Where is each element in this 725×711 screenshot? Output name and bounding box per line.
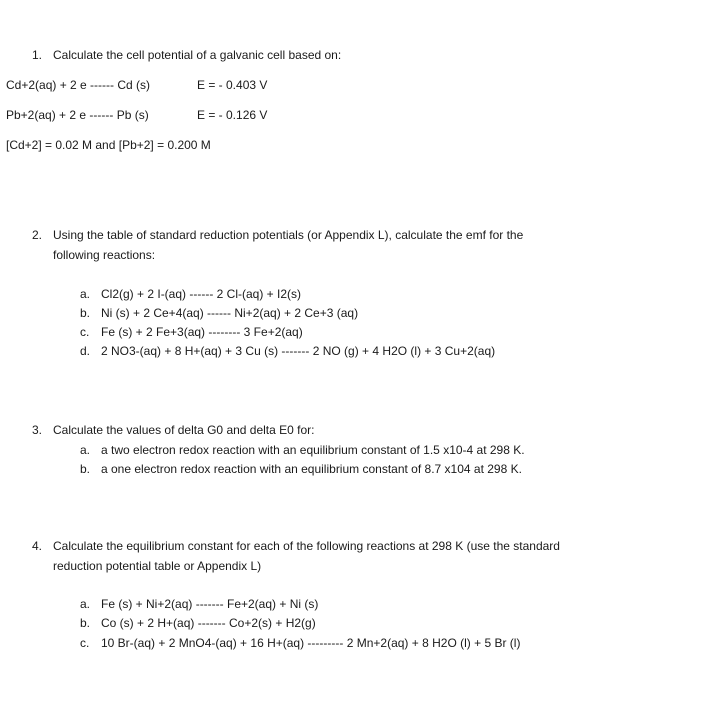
q4-text-line-2: reduction potential table or Appendix L) xyxy=(53,559,262,573)
q3-item-a-label: a. xyxy=(80,443,91,457)
q2-item-a: Cl2(g) + 2 I-(aq) ------ 2 Cl-(aq) + I2(s) xyxy=(101,287,302,301)
q4-item-b-label: b. xyxy=(80,616,91,630)
q2-number: 2. xyxy=(32,228,43,242)
q1-reaction-1: Cd+2(aq) + 2 e ------ Cd (s) xyxy=(6,78,151,92)
q4-item-c: 10 Br-(aq) + 2 MnO4-(aq) + 16 H+(aq) --------- 2 Mn+2(aq) + 8 H2O (l) + 5 Br (l) xyxy=(101,636,521,650)
q1-number: 1. xyxy=(32,48,43,62)
q3-item-a: a two electron redox reaction with an equilibrium constant of 1.5 x10-4 at 298 K. xyxy=(101,443,525,457)
q4-item-a-label: a. xyxy=(80,597,91,611)
q4-text-line-1: Calculate the equilibrium constant for each of the following reactions at 298 K (use the standard xyxy=(53,539,560,553)
q2-item-b-label: b. xyxy=(80,306,91,320)
q1-potential-1: E = - 0.403 V xyxy=(197,78,268,92)
q2-item-b: Ni (s) + 2 Ce+4(aq) ------ Ni+2(aq) + 2 Ce+3 (aq) xyxy=(101,306,359,320)
q2-item-a-label: a. xyxy=(80,287,91,301)
q4-item-c-label: c. xyxy=(80,636,90,650)
q3-item-b-label: b. xyxy=(80,462,91,476)
q3-text: Calculate the values of delta G0 and delta E0 for: xyxy=(53,423,315,437)
q4-item-a: Fe (s) + Ni+2(aq) ------- Fe+2(aq) + Ni (s) xyxy=(101,597,319,611)
q4-number: 4. xyxy=(32,539,43,553)
q1-potential-2: E = - 0.126 V xyxy=(197,108,268,122)
q2-item-c-label: c. xyxy=(80,325,90,339)
q3-item-b: a one electron redox reaction with an equilibrium constant of 8.7 x104 at 298 K. xyxy=(101,462,522,476)
q2-text-line-2: following reactions: xyxy=(53,248,156,262)
q3-number: 3. xyxy=(32,423,43,437)
q2-item-d: 2 NO3-(aq) + 8 H+(aq) + 3 Cu (s) ------- 2 NO (g) + 4 H2O (l) + 3 Cu+2(aq) xyxy=(101,344,496,358)
q4-item-b: Co (s) + 2 H+(aq) ------- Co+2(s) + H2(g) xyxy=(101,616,316,630)
q2-text-line-1: Using the table of standard reduction potentials (or Appendix L), calculate the emf for the xyxy=(53,228,524,242)
q2-item-c: Fe (s) + 2 Fe+3(aq) -------- 3 Fe+2(aq) xyxy=(101,325,303,339)
q1-concentrations: [Cd+2] = 0.02 M and [Pb+2] = 0.200 M xyxy=(6,138,211,152)
q2-item-d-label: d. xyxy=(80,344,91,358)
q1-reaction-2: Pb+2(aq) + 2 e ------ Pb (s) xyxy=(6,108,149,122)
q1-text: Calculate the cell potential of a galvanic cell based on: xyxy=(53,48,342,62)
